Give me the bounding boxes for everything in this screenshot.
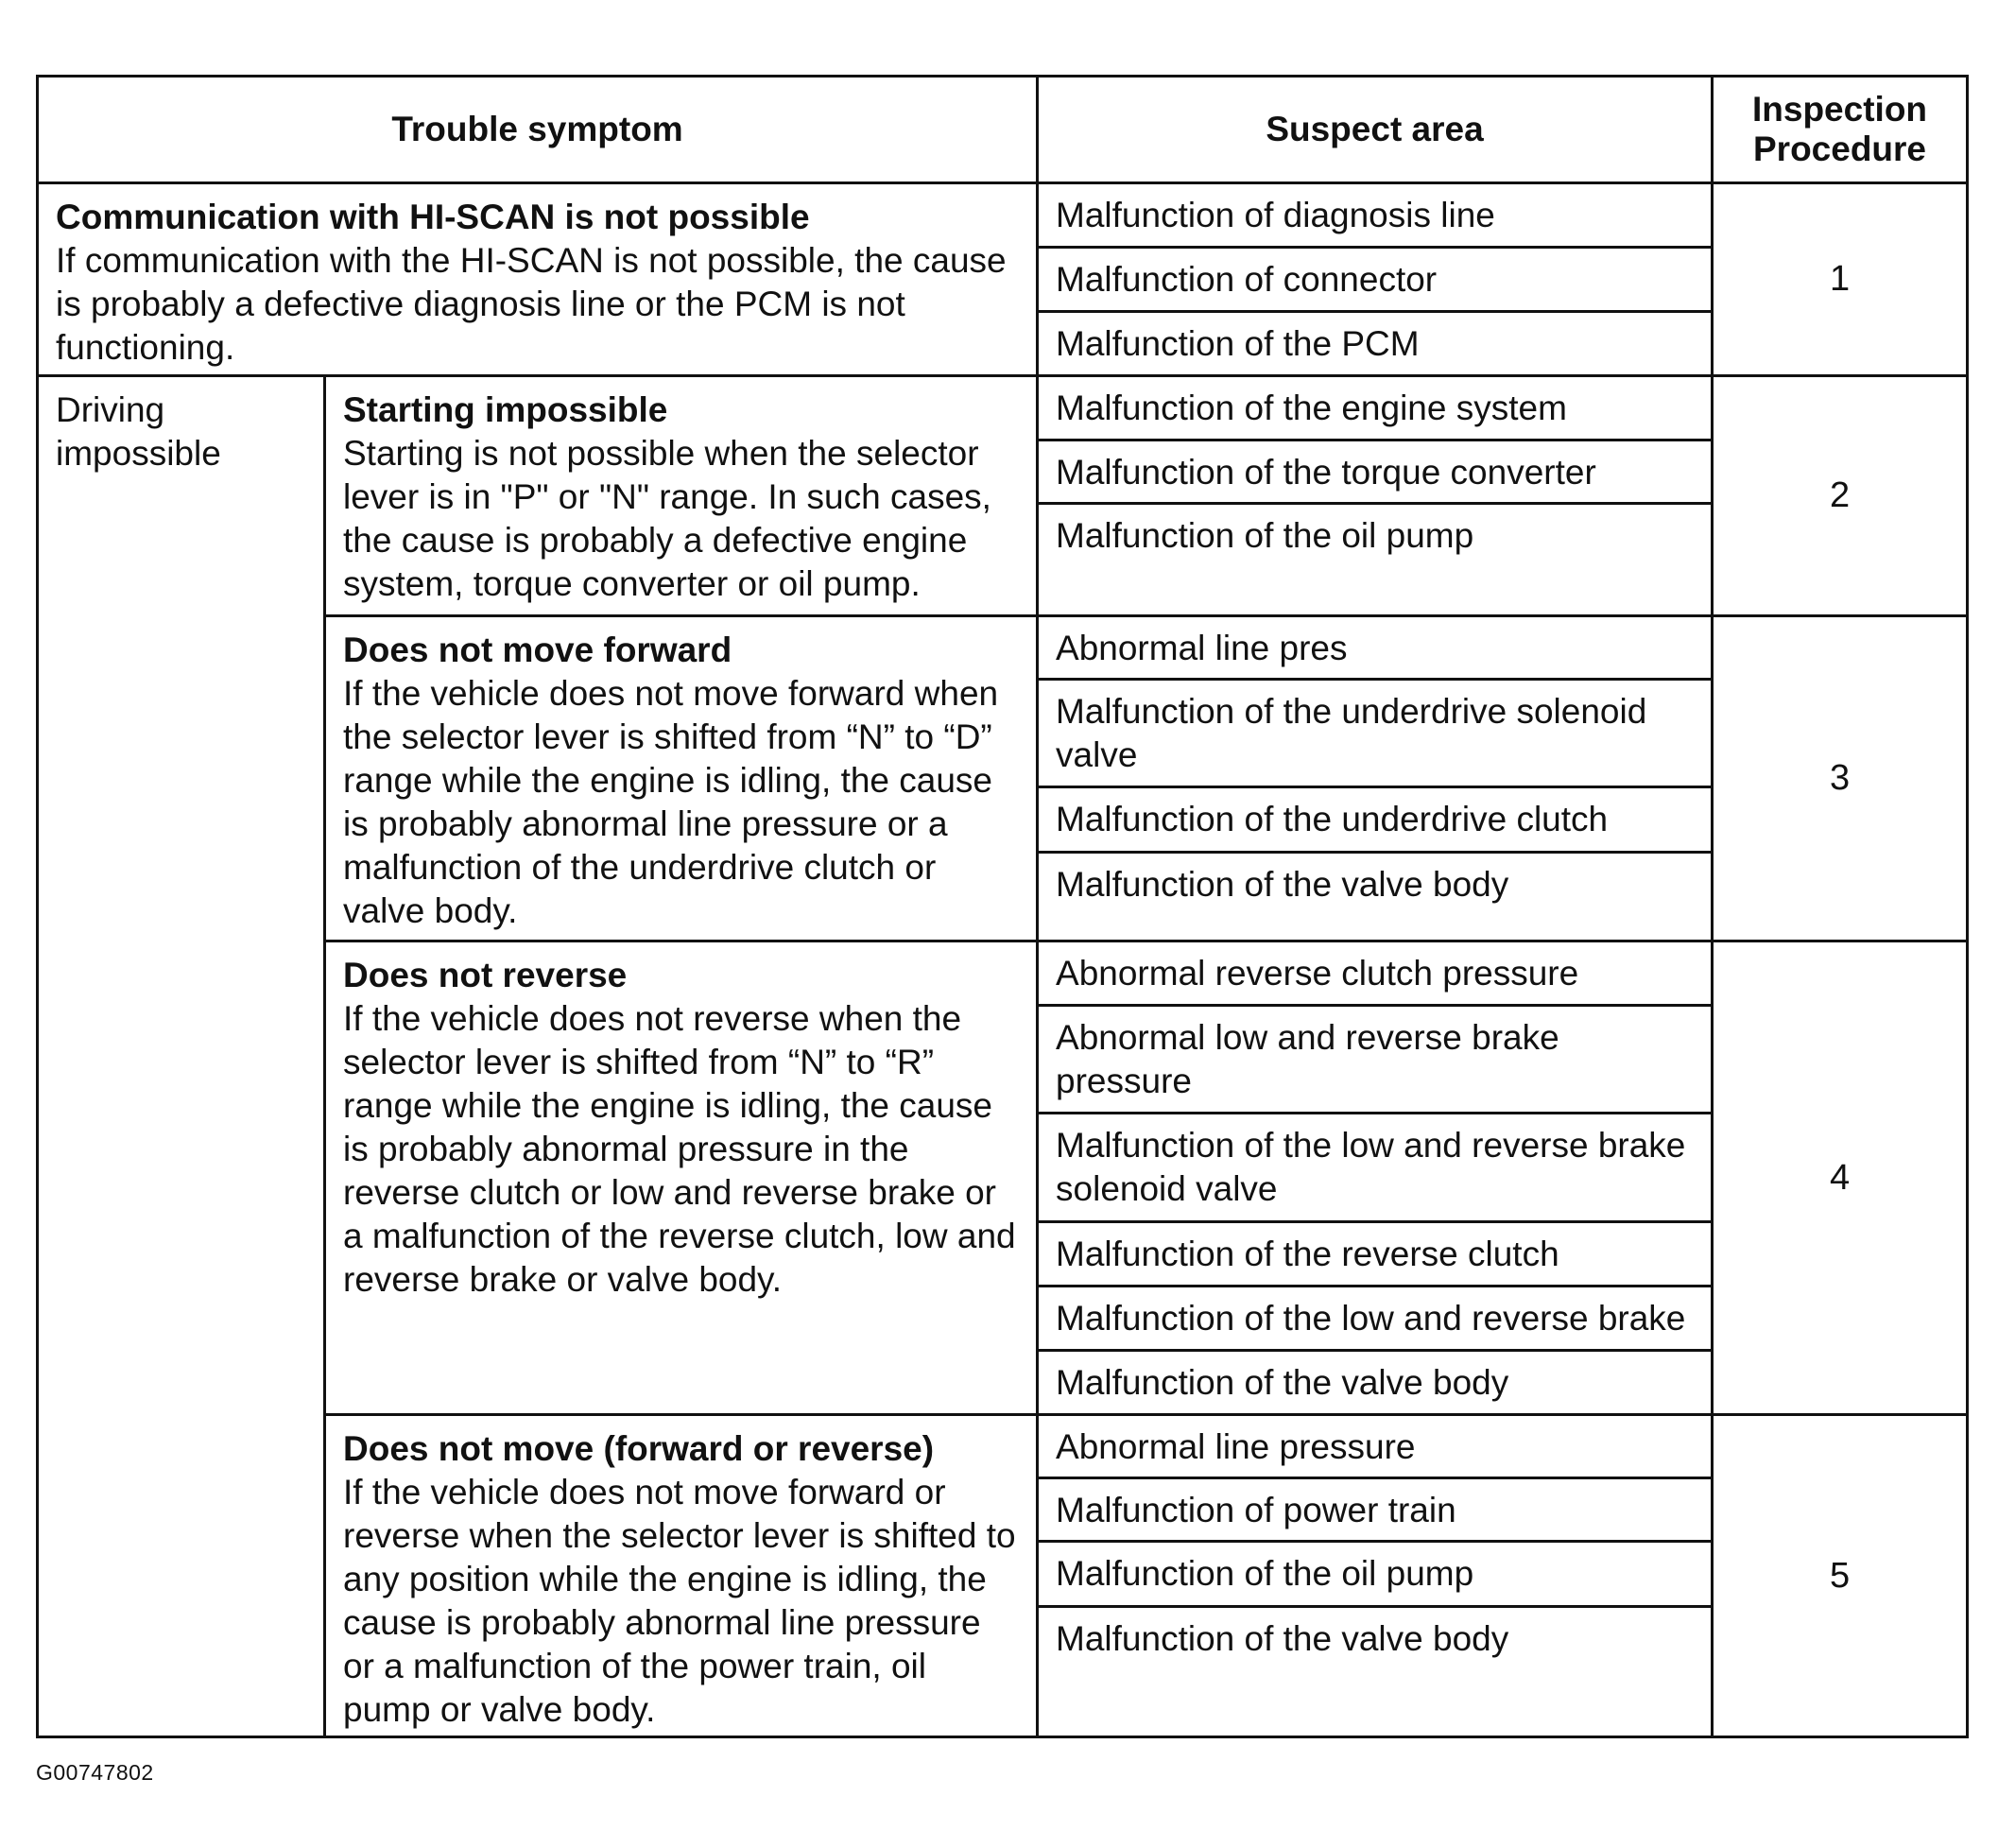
suspect-area-cell: Abnormal line pres xyxy=(1038,615,1713,679)
suspect-area-cell: Malfunction of the oil pump xyxy=(1038,1542,1713,1606)
suspect-area-cell: Malfunction of the valve body xyxy=(1038,1606,1713,1736)
suspect-area-cell: Malfunction of the torque converter xyxy=(1038,440,1713,503)
table-row xyxy=(38,376,1968,440)
suspect-area-cell: Malfunction of the valve body xyxy=(1038,1351,1713,1414)
symptom-cell-starting xyxy=(325,376,1038,616)
suspect-area-cell: Malfunction of the oil pump xyxy=(1038,504,1713,616)
suspect-area-cell: Abnormal reverse clutch pressure xyxy=(1038,941,1713,1005)
suspect-area-cell: Malfunction of diagnosis line xyxy=(1038,182,1713,247)
header-trouble-symptom: Trouble symptom xyxy=(38,77,1038,183)
symptom-cell-communication xyxy=(38,182,1038,375)
suspect-area-cell: Malfunction of the engine system xyxy=(1038,376,1713,440)
symptom-title: Does not reverse xyxy=(343,956,628,995)
procedure-number: 4 xyxy=(1713,941,1968,1414)
symptom-description: If communication with the HI-SCAN is not possible, the cause is probably a defective diagnosis line or the PCM is not functioning. xyxy=(56,240,1007,367)
symptom-title: Starting impossible xyxy=(343,390,668,430)
symptom-title: Communication with HI-SCAN is not possible xyxy=(56,197,810,236)
figure-id-caption: G00747802 xyxy=(36,1760,154,1785)
suspect-area-cell: Malfunction of the valve body xyxy=(1038,852,1713,941)
symptom-cell-forward xyxy=(325,615,1038,941)
symptom-title: Does not move (forward or reverse) xyxy=(343,1428,935,1468)
table-header-row xyxy=(38,77,1968,183)
table-row xyxy=(38,1414,1968,1477)
procedure-number: 3 xyxy=(1713,615,1968,941)
trouble-symptom-table xyxy=(36,75,1969,1738)
symptom-description: If the vehicle does not reverse when the selector lever is shifted from “N” to “R” range while the engine is idling, the cause is probably abnormal pressure in the reverse clutch or low and reverse brake or a malfunction of the reverse clutch, low and reverse brake or valve body. xyxy=(343,999,1016,1300)
header-suspect-area: Suspect area xyxy=(1038,77,1713,183)
symptom-description: If the vehicle does not move forward when the selector lever is shifted from “N” to “D” range while the engine is idling, the cause is probably abnormal line pressure or a malfunction of the underdrive clutch or valve body. xyxy=(343,673,999,930)
table-row xyxy=(38,182,1968,247)
procedure-number: 1 xyxy=(1713,182,1968,375)
category-driving-impossible: Driving impossible xyxy=(38,376,325,1737)
suspect-area-cell: Malfunction of connector xyxy=(1038,248,1713,311)
table-row xyxy=(38,941,1968,1005)
suspect-area-cell: Malfunction of the low and reverse brake solenoid valve xyxy=(1038,1114,1713,1222)
symptom-description: Starting is not possible when the selector lever is in "P" or "N" range. In such cases, the cause is probably a defective engine system, torque converter or oil pump. xyxy=(343,434,991,604)
symptom-cell-no-move xyxy=(325,1414,1038,1736)
symptom-cell-reverse xyxy=(325,941,1038,1414)
suspect-area-cell: Malfunction of the underdrive solenoid valve xyxy=(1038,680,1713,787)
suspect-area-cell: Malfunction of the reverse clutch xyxy=(1038,1222,1713,1286)
header-inspection-procedure: Inspection Procedure xyxy=(1713,77,1968,183)
suspect-area-cell: Malfunction of the low and reverse brake xyxy=(1038,1286,1713,1350)
suspect-area-cell: Malfunction of the PCM xyxy=(1038,311,1713,375)
suspect-area-cell: Abnormal low and reverse brake pressure xyxy=(1038,1005,1713,1114)
symptom-title: Does not move forward xyxy=(343,630,732,669)
symptom-description: If the vehicle does not move forward or reverse when the selector lever is shifted to any position while the engine is idling, the cause is probably abnormal line pressure or a malfunction of the power train, oil pump or valve body. xyxy=(343,1472,1016,1729)
procedure-number: 5 xyxy=(1713,1414,1968,1736)
suspect-area-cell: Malfunction of power train xyxy=(1038,1477,1713,1541)
suspect-area-cell: Abnormal line pressure xyxy=(1038,1414,1713,1477)
procedure-number: 2 xyxy=(1713,376,1968,616)
table-row xyxy=(38,615,1968,679)
suspect-area-cell: Malfunction of the underdrive clutch xyxy=(1038,787,1713,852)
